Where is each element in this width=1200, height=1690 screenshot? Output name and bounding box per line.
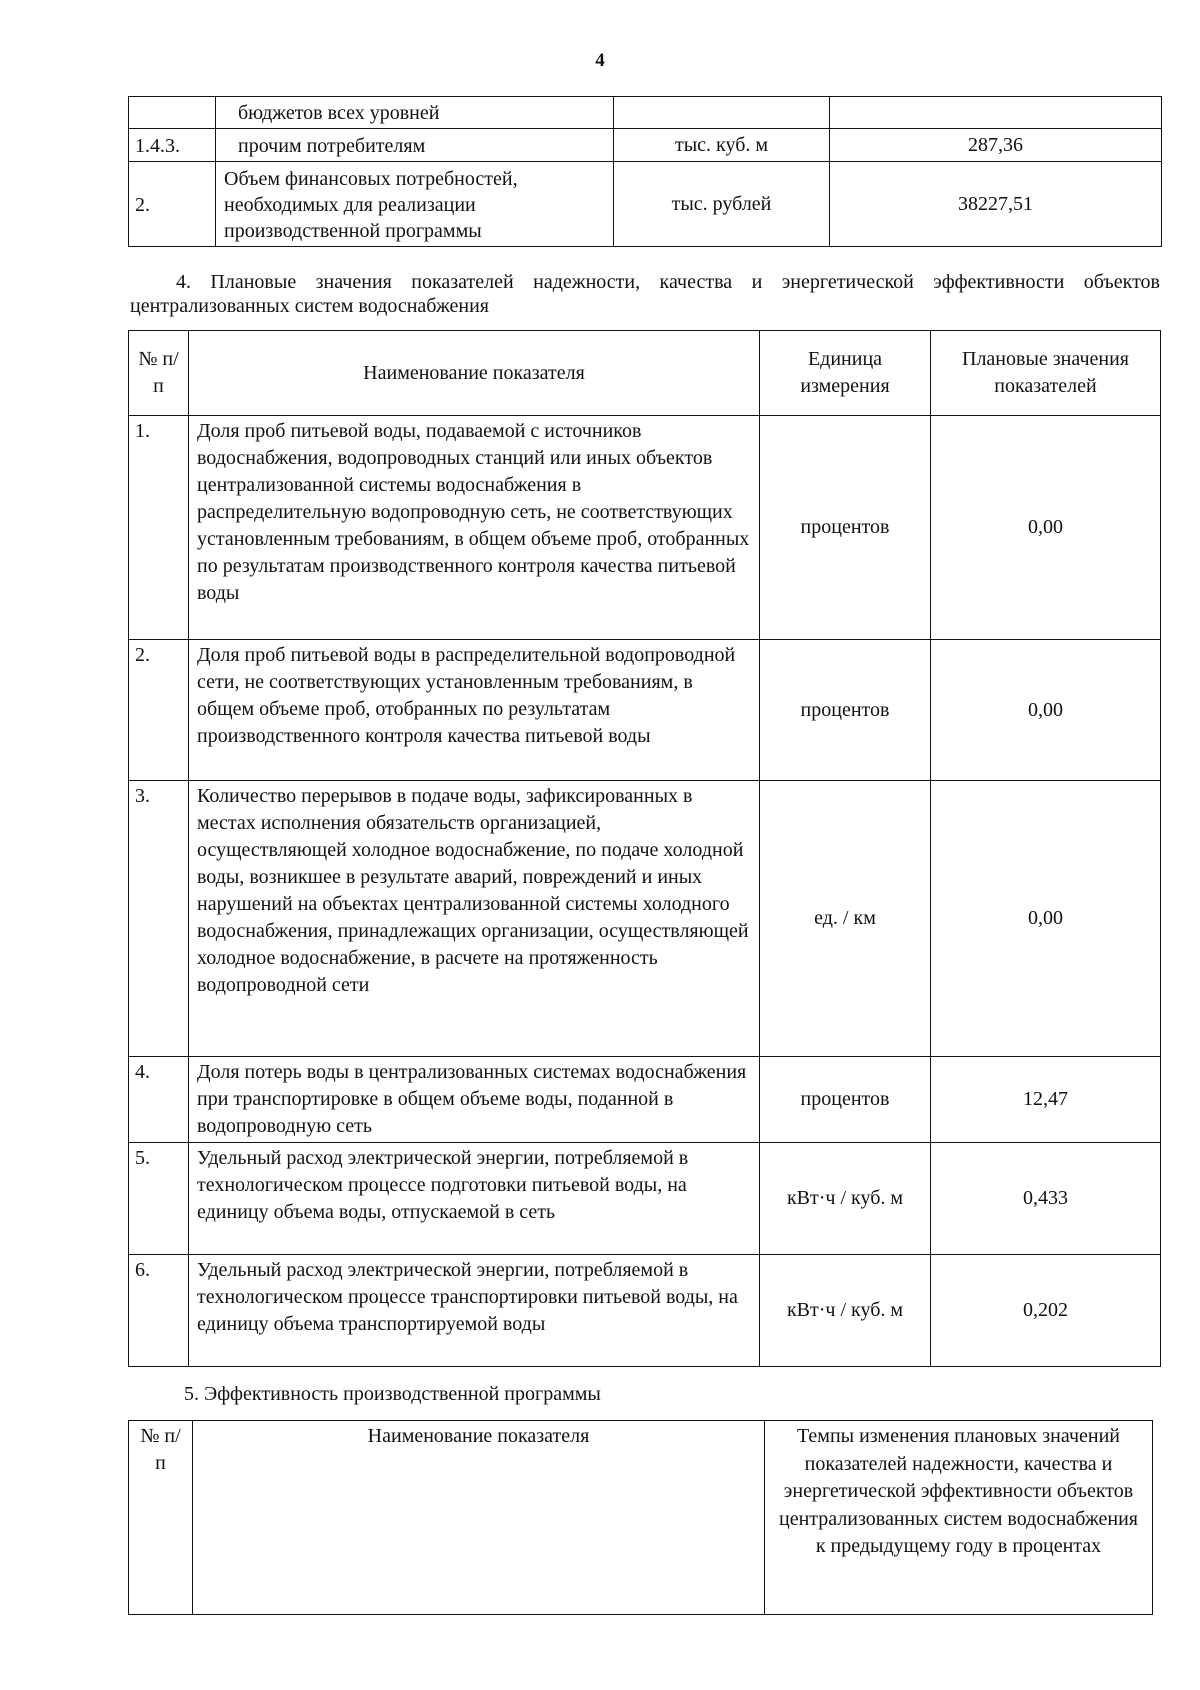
row-number [129, 97, 216, 129]
row-number: 6. [129, 1255, 189, 1367]
row-number: 1. [129, 416, 189, 640]
row-unit: процентов [760, 640, 931, 781]
row-number: 4. [129, 1057, 189, 1143]
row-value: 287,36 [830, 129, 1162, 162]
row-name: Доля проб питьевой воды в распределительной водопроводной сети, не соответствующих установленным требованиям, в общем объеме проб, отобранных по результатам производственного контроля качества питьевой воды [189, 640, 760, 781]
row-value: 0,00 [931, 781, 1161, 1057]
row-unit: тыс. куб. м [614, 129, 830, 162]
production-program-table [128, 96, 1162, 247]
row-number: 2. [129, 162, 216, 247]
row-number: 5. [129, 1143, 189, 1255]
reliability-indicators-table [128, 330, 1161, 1367]
row-number: 2. [129, 640, 189, 781]
table-header-row [129, 1421, 1153, 1615]
row-value [830, 97, 1162, 129]
row-value: 0,433 [931, 1143, 1161, 1255]
header-unit: Единица измерения [760, 331, 931, 416]
row-value: 0,00 [931, 640, 1161, 781]
header-value: Плановые значения показателей [931, 331, 1161, 416]
header-value: Темпы изменения плановых значений показателей надежности, качества и энергетической эффективности объектов централизованных систем водоснабжения к предыдущему году в процентах [765, 1421, 1153, 1615]
header-name: Наименование показателя [193, 1421, 765, 1615]
header-number: № п/п [129, 1421, 193, 1615]
row-name: бюджетов всех уровней [216, 97, 614, 129]
row-unit: кВт·ч / куб. м [760, 1255, 931, 1367]
header-number: № п/п [129, 331, 189, 416]
page-number: 4 [595, 50, 605, 71]
row-name: прочим потребителям [216, 129, 614, 162]
row-value: 38227,51 [830, 162, 1162, 247]
table-row [129, 781, 1161, 1057]
program-efficiency-table [128, 1420, 1153, 1615]
row-number: 3. [129, 781, 189, 1057]
row-name: Доля потерь воды в централизованных системах водоснабжения при транспортировке в общем объеме воды, поданной в водопроводную сеть [189, 1057, 760, 1143]
row-number: 1.4.3. [129, 129, 216, 162]
table-row [129, 97, 1162, 129]
table-row [129, 129, 1162, 162]
row-name: Доля проб питьевой воды, подаваемой с источников водоснабжения, водопроводных станций или иных объектов централизованной системы водоснабжения в распределительную водопроводную сеть, не соответствующих установленным требованиям, в общем объеме проб, отобранных по результатам производственного контроля качества питьевой воды [189, 416, 760, 640]
table-row [129, 1057, 1161, 1143]
table-row [129, 162, 1162, 247]
table-row [129, 640, 1161, 781]
row-name: Количество перерывов в подаче воды, зафиксированных в местах исполнения обязательств организацией, осуществляющей холодное водоснабжение, по подаче холодной воды, возникшее в результате аварий, повреждений и иных нарушений на объектах централизованной системы холодного водоснабжения, принадлежащих организации, осуществляющей холодное водоснабжение, в расчете на протяженность водопроводной сети [189, 781, 760, 1057]
table-row [129, 416, 1161, 640]
row-unit: процентов [760, 416, 931, 640]
row-name: Объем финансовых потребностей, необходимых для реализации производственной программы [216, 162, 614, 247]
table-row [129, 1143, 1161, 1255]
row-unit [614, 97, 830, 129]
row-unit: тыс. рублей [614, 162, 830, 247]
section-5-heading: 5. Эффективность производственной программы [184, 1383, 601, 1405]
row-unit: кВт·ч / куб. м [760, 1143, 931, 1255]
row-name: Удельный расход электрической энергии, потребляемой в технологическом процессе транспортировки питьевой воды, на единицу объема транспортируемой воды [189, 1255, 760, 1367]
row-value: 12,47 [931, 1057, 1161, 1143]
row-value: 0,202 [931, 1255, 1161, 1367]
table-header-row [129, 331, 1161, 416]
row-name: Удельный расход электрической энергии, потребляемой в технологическом процессе подготовки питьевой воды, на единицу объема воды, отпускаемой в сеть [189, 1143, 760, 1255]
row-unit: ед. / км [760, 781, 931, 1057]
row-value: 0,00 [931, 416, 1161, 640]
table-row [129, 1255, 1161, 1367]
section-4-heading: 4. Плановые значения показателей надежности, качества и энергетической эффективности объектов централизованных систем водоснабжения [130, 271, 1160, 317]
header-name: Наименование показателя [189, 331, 760, 416]
row-unit: процентов [760, 1057, 931, 1143]
